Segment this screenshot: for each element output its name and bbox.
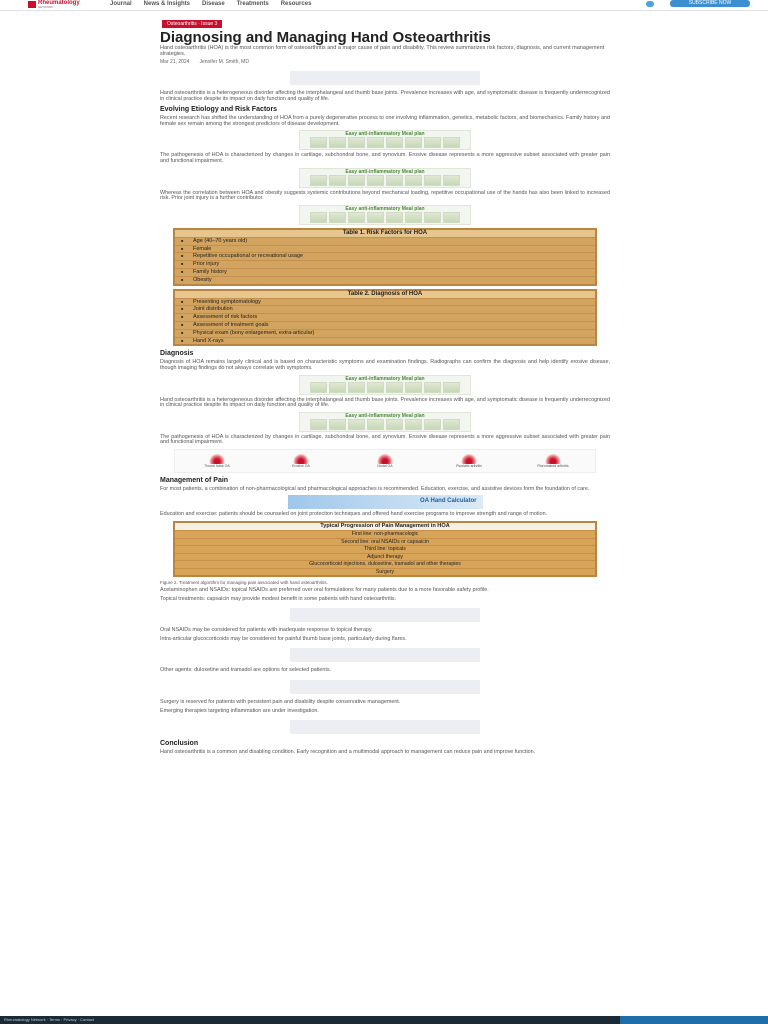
table-row: Glucocorticoid injections, duloxetine, tramadol and other therapies [175, 560, 595, 568]
paragraph: Emerging therapies targeting inflammation are under investigation. [160, 707, 319, 714]
advertisement[interactable] [290, 608, 480, 622]
paragraph: Hand osteoarthritis is a common and disabling condition. Early recognition and a multimodal approach to management can reduce pain and improve function. [160, 749, 536, 756]
meal-plan-ad[interactable] [299, 375, 471, 395]
hand-icon [544, 452, 562, 464]
paragraph: Surgery is reserved for patients with persistent pain and disability despite conservative management. [160, 699, 401, 706]
article-author[interactable]: Jennifer M. Smith, MD [199, 59, 249, 65]
figure-label: Thumb base OA [204, 463, 230, 468]
meal-plan-ad[interactable] [299, 130, 471, 150]
paragraph: Other agents: duloxetine and tramadol are options for selected patients. [160, 667, 332, 674]
paragraph: Recent research has shifted the understanding of HOA from a purely degenerative process to one involving inflammation, genetics, metabolic factors, and biomechanics. Family history and female sex remain among the strongest predictors of disease development. [160, 115, 610, 127]
paragraph: Hand osteoarthritis is a heterogeneous disorder affecting the interphalangeal and thumb base joints. Prevalence increases with age, and symptomatic disease is frequently underrecognized in clinical practice despite its impact on daily function and quality of life. [160, 396, 610, 409]
table-row: ■ Assessment of treatment goals [175, 321, 595, 329]
table-title: Typical Progression of Pain Management in HOA [175, 523, 595, 530]
paragraph: Diagnosis of HOA remains largely clinical and is based on characteristic symptoms and examination findings. Radiographs can confirm the diagnosis and help identify erosive disease, though imaging findings do not always correlate with symptoms. [160, 359, 610, 371]
hand-icon [460, 452, 478, 464]
table-row: ■ Physical exam (bony enlargement, extra-articular) [175, 329, 595, 337]
nav-link-journal[interactable]: Journal [110, 1, 132, 7]
table-row: First line: non-pharmacologic [175, 530, 595, 538]
section-heading: Management of Pain [160, 476, 229, 484]
table-row: ■ Family history [175, 268, 595, 276]
hand-figure [518, 452, 588, 470]
ad-title: Easy anti-inflammatory Meal plan [345, 412, 425, 419]
paragraph: Education and exercise: patients should be counseled on joint protection techniques and offered hand exercise programs to improve strength and range of motion. [160, 511, 548, 518]
article-meta [160, 59, 610, 65]
paragraph: The pathogenesis of HOA is characterized by changes in cartilage, subchondral bone, and synovium. Erosive disease represents a more aggressive subset associated with greater pain and functional impairment. [160, 152, 610, 164]
figure-label: Psoriatic arthritis [456, 463, 482, 468]
advertisement[interactable] [290, 680, 480, 694]
footer-bar [0, 1016, 768, 1024]
paragraph: The pathogenesis of HOA is characterized by changes in cartilage, subchondral bone, and synovium. Erosive disease represents a more aggressive subset associated with greater pain and functional impairment. [160, 433, 610, 446]
pain-distribution-figure [174, 449, 596, 473]
table-row: Surgery [175, 568, 595, 576]
calculator-label: OA Hand Calculator [420, 498, 477, 505]
paragraph: Acetaminophen and NSAIDs: topical NSAIDs are preferred over oral formulations for many patients due to a more favorable safety profile. [160, 587, 489, 594]
category-badge[interactable]: Osteoarthritis · Issue 3 [162, 20, 222, 28]
meal-plan-ad[interactable] [299, 168, 471, 188]
paragraph: Oral NSAIDs may be considered for patients with inadequate response to topical therapy. [160, 627, 373, 634]
ad-title: Easy anti-inflammatory Meal plan [345, 131, 425, 138]
table-title: Table 1. Risk Factors for HOA [175, 230, 595, 237]
paragraph: Whereas the correlation between HOA and obesity suggests systemic contributions beyond mechanical loading, repetitive occupational use of the hands has also been linked to increased risk. Prior joint injury is a further contributor. [160, 189, 610, 202]
paragraph: Topical treatments: capsaicin may provide modest benefit in some patients with hand osteoarthritis. [160, 595, 397, 602]
table-title: Table 2. Diagnosis of HOA [175, 291, 595, 298]
nav-link-news[interactable]: News & Insights [143, 1, 191, 7]
advertisement[interactable] [290, 648, 480, 662]
table-row: ■ Hand X-rays [175, 337, 595, 345]
ad-title: Easy anti-inflammatory Meal plan [345, 205, 425, 212]
figure-label: Nodal OA [377, 463, 393, 468]
table-row: ■ Age (40–70 years old) [175, 237, 595, 245]
calculator-banner[interactable] [288, 495, 483, 509]
ad-image-grid [300, 382, 470, 393]
pain-management-progression-table [173, 521, 597, 577]
hand-figure [350, 452, 420, 470]
table-row: ■ Obesity [175, 276, 595, 284]
table-row: Adjunct therapy [175, 553, 595, 561]
article-title: Diagnosing and Managing Hand Osteoarthritis [160, 29, 491, 46]
table-row: ■ Prior injury [175, 260, 595, 268]
footer-cta[interactable] [620, 1016, 768, 1024]
footer-text: Rheumatology Network · Terms · Privacy · Contact [4, 1017, 94, 1022]
paragraph: Intra-articular glucocorticoids may be considered for painful thumb base joints, particularly during flares. [160, 635, 407, 642]
meal-plan-ad[interactable] [299, 205, 471, 225]
table-row: Third line: topicals [175, 545, 595, 553]
ad-title: Easy anti-inflammatory Meal plan [345, 168, 425, 175]
nav-link-resources[interactable]: Resources [280, 1, 312, 7]
hand-icon [208, 452, 226, 464]
search-icon[interactable] [646, 1, 654, 7]
ad-image-grid [300, 175, 470, 186]
logo-subtext: NETWORK [38, 4, 54, 9]
table-row: ■ Assessment of risk factors [175, 313, 595, 321]
diagnosis-table [173, 289, 597, 347]
advertisement[interactable] [290, 720, 480, 734]
ad-image-grid [300, 212, 470, 223]
article-summary: Hand osteoarthritis (HOA) is the most common form of osteoarthritis and a major cause of pain and disability. This review summarizes risk factors, diagnosis, and current management strategies. [160, 45, 605, 57]
figure-label: Rheumatoid arthritis [537, 463, 569, 468]
nav-link-disease[interactable]: Disease [202, 1, 225, 7]
paragraph: For most patients, a combination of non-pharmacological and pharmacological approaches is recommended. Education, exercise, and assistive devices form the foundation of care. [160, 485, 590, 492]
hand-figure [266, 452, 336, 470]
ad-image-grid [300, 137, 470, 148]
article-content [160, 12, 610, 759]
nav-link-treatments[interactable]: Treatments [236, 1, 269, 7]
figure-label: Erosive OA [292, 463, 310, 468]
section-heading: Evolving Etiology and Risk Factors [160, 106, 278, 114]
figure-caption: Figure 2. Treatment algorithm for managing pain associated with hand osteoarthritis. [160, 580, 328, 586]
hand-icon [376, 452, 394, 464]
section-heading: Conclusion [160, 740, 199, 748]
table-row: ■ Female [175, 245, 595, 253]
hand-figure [182, 452, 252, 470]
advertisement[interactable] [290, 71, 480, 85]
table-row: ■ Repetitive occupational or recreational usage [175, 252, 595, 260]
site-logo[interactable] [28, 0, 80, 8]
paragraph: Hand osteoarthritis is a heterogeneous disorder affecting the interphalangeal and thumb base joints. Prevalence increases with age, and symptomatic disease is frequently underrecognized in clinical practice despite its impact on daily function and quality of life. [160, 90, 610, 102]
top-navigation [0, 0, 768, 11]
ad-image-grid [300, 419, 470, 430]
hand-figure [434, 452, 504, 470]
ad-title: Easy anti-inflammatory Meal plan [345, 375, 425, 382]
table-row: Second line: oral NSAIDs or capsaicin [175, 538, 595, 546]
nav-links [110, 0, 311, 8]
table-row: ■ Joint distribution [175, 305, 595, 313]
article-date: Mar 21, 2024 [160, 59, 190, 65]
meal-plan-ad[interactable] [299, 412, 471, 432]
subscribe-button[interactable]: SUBSCRIBE NOW [670, 0, 750, 7]
risk-factors-table [173, 228, 597, 286]
logo-text: Rheumatology [38, 0, 80, 6]
table-row: ■ Presenting symptomatology [175, 298, 595, 306]
logo-mark-icon [28, 1, 36, 8]
section-heading: Diagnosis [160, 350, 194, 358]
hand-icon [292, 452, 310, 464]
